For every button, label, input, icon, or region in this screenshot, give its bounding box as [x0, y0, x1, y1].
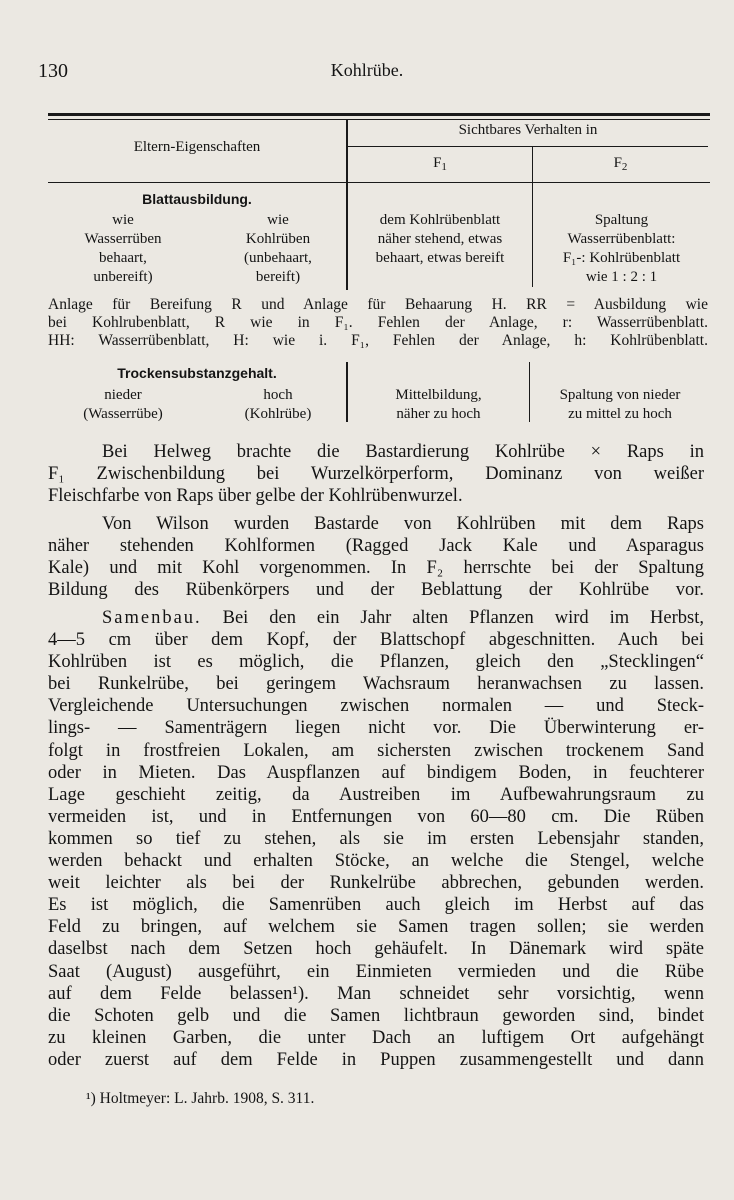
col-header-visible: Sichtbares Verhalten in: [458, 122, 598, 138]
text-line: Von Wilson wurden Bastarde von Kohlrüben mit dem Raps: [102, 514, 704, 534]
parent-a-cell-2: [48, 386, 198, 424]
cell-line: wie: [267, 212, 289, 228]
cell-line: Mittelbildung,: [395, 387, 482, 403]
note-line: bei Kohlrubenblatt, R wie in F₁. Fehlen der Anlage, r: Wasserrübenblatt.: [48, 314, 708, 332]
text-line: 4—5 cm über dem Kopf, der Blattschopf abgeschnitten. Auch bei: [48, 630, 704, 651]
parent-b-cell: [210, 211, 346, 287]
paragraph-wilson: [48, 513, 704, 601]
section-heading-blattausbildung: Blattausbildung.: [142, 191, 252, 207]
text-line: Fleischfarbe von Raps über gelbe der Kohlrübenwurzel.: [48, 486, 463, 507]
parent-b-cell-2: [210, 386, 346, 424]
text-line: zu kleinen Garben, die unter Dach an luftigem Ort aufgehängt: [48, 1027, 704, 1048]
text-line: F₁ Zwischenbildung bei Wurzelkörperform, Dominanz von weißer: [48, 464, 704, 485]
text-line: lings- — Samenträgern liegen nicht vor. Die Überwinterung er-: [48, 718, 704, 739]
text-line: kommen so tief zu stehen, als sie im ersten Lebensjahr standen,: [48, 828, 704, 849]
text-line: die Schoten gelb und die Samen lichtbraun geworden sind, bindet: [48, 1005, 704, 1026]
text-line: bei Runkelrübe, bei geringem Wachsraum heranwachsen zu lassen.: [48, 674, 704, 695]
f1-sub: 1: [441, 161, 447, 173]
text-line: vermeiden ist, und in Entfernungen von 60—80 cm. Die Rüben: [48, 806, 704, 827]
f2-cell: [533, 211, 710, 287]
table-top-rule: [48, 113, 710, 116]
text-line: Kale) und mit Kohl vorgenommen. In F₂ herrschte bei der Spaltung: [48, 558, 704, 579]
text-line: werden behackt und erhalten Stöcke, an welche die Stengel, welche: [48, 851, 704, 872]
cell-line: bereift): [255, 269, 301, 285]
f2-cell-2: [530, 386, 710, 424]
col-header-f1: [348, 154, 532, 177]
cell-line: zu mittel zu hoch: [568, 406, 672, 422]
text-run: Bei den ein Jahr alten Pflanzen wird im Herbst,: [222, 608, 704, 628]
text-line: [48, 607, 704, 629]
table-top-rule-thin: [48, 119, 710, 120]
cell-line: unbereift): [93, 269, 153, 285]
cell-line: Spaltung: [594, 212, 649, 228]
cell-line: näher zu hoch: [396, 406, 481, 422]
text-line: Bei Helweg brachte die Bastardierung Kohlrübe × Raps in: [102, 442, 704, 462]
cell-line: Wasserrübenblatt:: [567, 231, 676, 247]
text-line: Kohlrüben ist es möglich, die Pflanzen, gleich den „Stecklingen“: [48, 652, 704, 673]
cell-line: Spaltung von nieder: [559, 387, 681, 403]
cell-line: nieder: [104, 387, 142, 403]
cell-line: behaart,: [99, 250, 147, 266]
f1-base: F: [433, 155, 442, 171]
parent-a-cell: [48, 211, 198, 287]
text-line: Bildung des Rübenkörpers und der Beblattung der Kohlrübe vor.: [48, 580, 704, 601]
cell-line: näher stehend, etwas: [377, 231, 503, 247]
cell-line: wie: [112, 212, 134, 228]
text-line: Feld zu bringen, auf welchem sie Samen tragen sollen; sie werden: [48, 917, 704, 938]
cell-line: Kohlrüben: [245, 231, 311, 247]
paragraph-samenbau: [48, 607, 704, 1071]
cell-line: (Kohlrübe): [244, 406, 312, 422]
note-line: Anlage für Bereifung R und Anlage für Behaarung H. RR = Ausbildung wie: [48, 296, 708, 313]
text-line: Lage geschieht zeitig, da Austreiben im Aufbewahrungsraum zu: [48, 784, 704, 805]
f2-sub: 2: [621, 161, 628, 173]
text-line: Saat (August) ausgeführt, ein Einmieten vermieden und die Rübe: [48, 961, 704, 982]
cell-line: behaart, etwas bereift: [375, 250, 505, 266]
table-header-rule: [48, 182, 710, 183]
text-line: oder in Mieten. Das Auspflanzen auf bindigem Boden, in feuchterer: [48, 762, 704, 783]
text-line: Vergleichende Untersuchungen zwischen normalen — und Steck-: [48, 696, 704, 717]
text-line: oder zuerst auf dem Felde in Puppen zusammengestellt und dann: [48, 1049, 704, 1070]
table-subheader-rule: [348, 146, 708, 147]
cell-line: wie 1 : 2 : 1: [585, 269, 658, 285]
f2-base: F: [613, 155, 622, 171]
paragraph-helweg: [48, 441, 704, 507]
text-line: auf dem Felde belassen¹). Man schneidet sehr vorsichtig, wenn: [48, 983, 704, 1004]
cell-line: hoch: [263, 387, 293, 403]
running-title: Kohlrübe.: [330, 60, 404, 80]
text-line: folgt in frostfreien Lokalen, am sichersten zwischen trockenem Sand: [48, 740, 704, 761]
text-line: weit leichter als bei der Runkelrübe abbrechen, gebunden werden.: [48, 873, 704, 894]
footnote: ¹) Holtmeyer: L. Jahrb. 1908, S. 311.: [86, 1090, 315, 1107]
text-line: daselbst nach dem Setzen hoch gehäufelt. In Dänemark wird späte: [48, 939, 704, 960]
f1-cell: [348, 211, 532, 268]
cell-line: Wasserrüben: [84, 231, 162, 247]
text-line: Es ist möglich, die Samenrüben auch gleich im Herbst auf das: [48, 895, 704, 916]
cell-line: F₁-: Kohlrübenblatt: [562, 250, 681, 266]
section-heading-trockensubstanz: Trockensubstanzgehalt.: [117, 365, 277, 381]
f1-cell-2: [348, 386, 529, 424]
run-in-heading: Samenbau.: [102, 608, 202, 628]
col-header-parents: Eltern-Eigenschaften: [133, 139, 261, 155]
note-line: HH: Wasserrübenblatt, H: wie i. F₁, Fehlen der Anlage, h: Kohlrübenblatt.: [48, 332, 708, 350]
page-number: 130: [38, 60, 68, 82]
cell-line: (Wasserrübe): [83, 406, 163, 422]
text-line: näher stehenden Kohlformen (Ragged Jack Kale und Asparagus: [48, 536, 704, 557]
table-note: [48, 296, 708, 351]
cell-line: (unbehaart,: [244, 250, 312, 266]
cell-line: dem Kohlrübenblatt: [379, 212, 501, 228]
col-header-f2: [533, 154, 708, 177]
